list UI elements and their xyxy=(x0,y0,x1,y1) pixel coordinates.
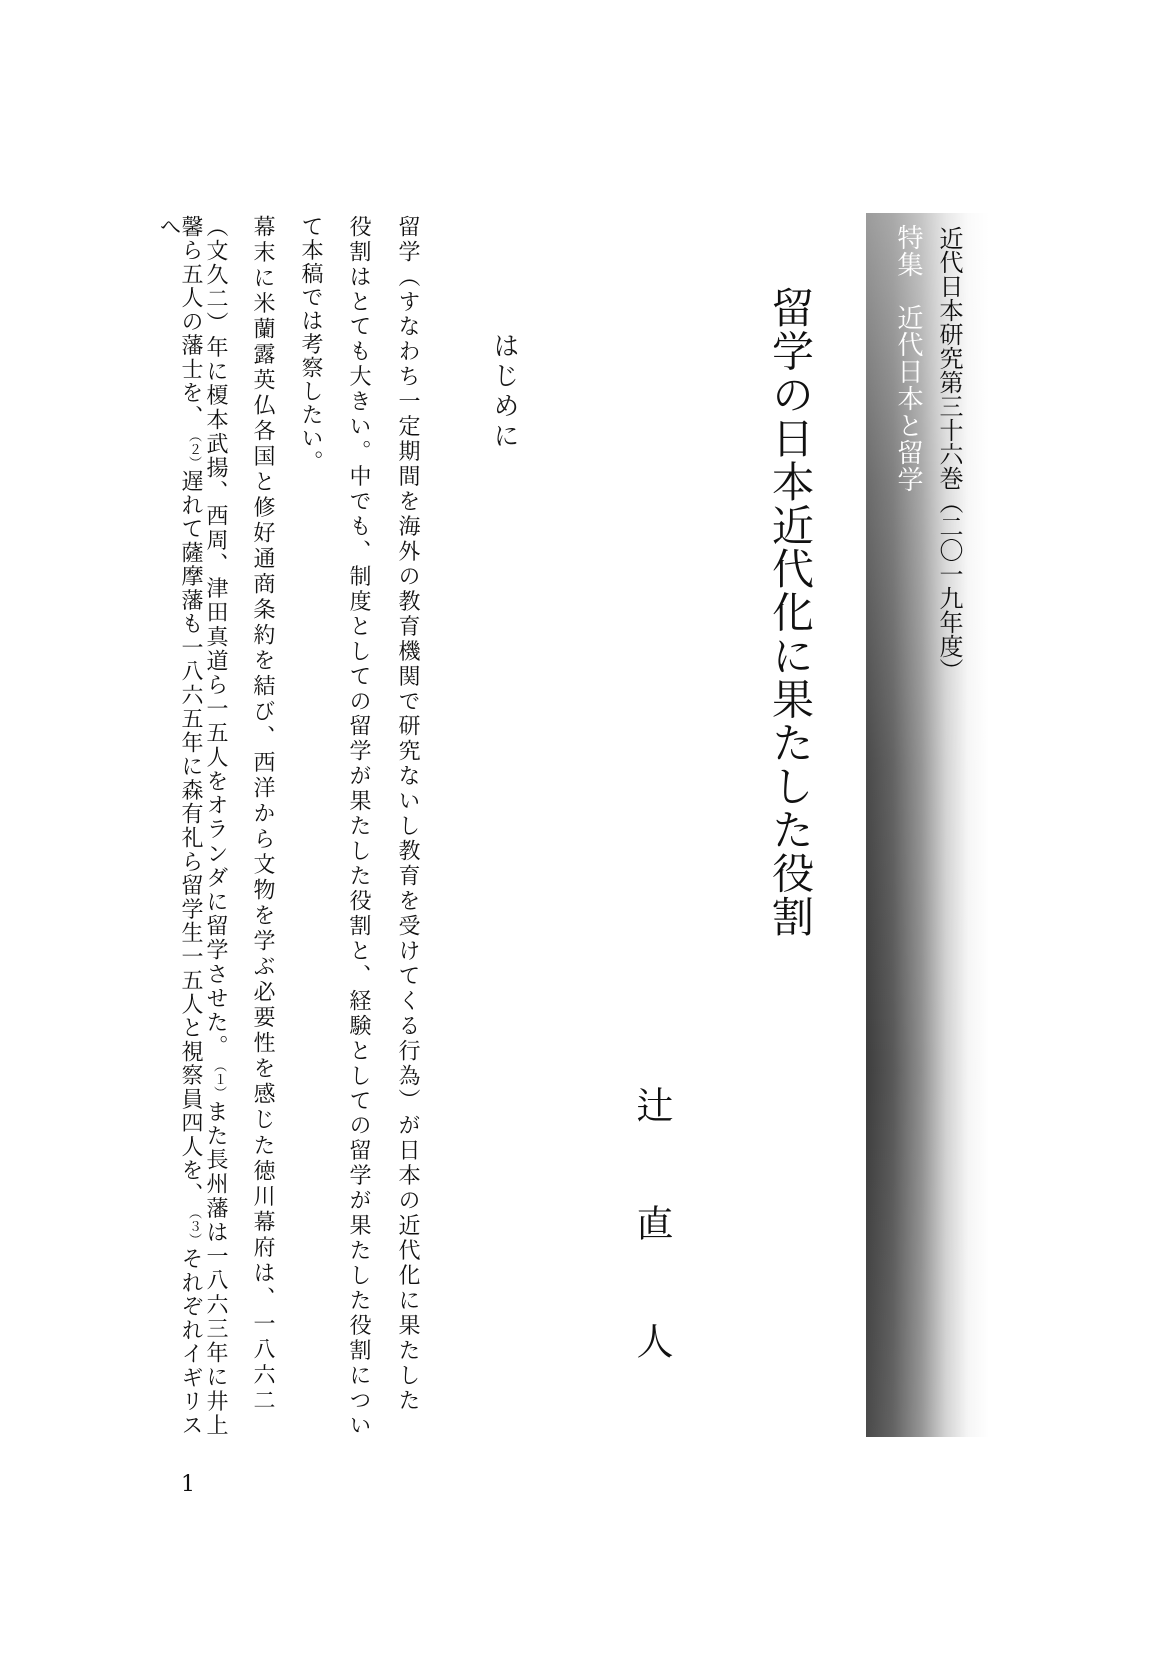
article-title: 留学の日本近代化に果たした役割 xyxy=(766,286,815,939)
author-name: 辻 直 人 xyxy=(630,1086,673,1381)
body-column xyxy=(204,215,226,1437)
section-heading-hajimeni: はじめに xyxy=(489,332,519,452)
body-column xyxy=(396,215,443,1412)
special-feature-label: 特集 xyxy=(893,224,923,278)
special-feature-title: 近代日本と留学 xyxy=(893,304,923,493)
journal-spine-banner xyxy=(866,213,989,1437)
page-number: 1 xyxy=(181,1472,195,1497)
body-text-segment: 幕末に米蘭露英仏各国と修好通商条約を結び、西洋から文物を学ぶ必要性を感じた徳川幕府は、一八六二 xyxy=(250,215,275,1412)
body-text-segment: 役割はとても大きい。中でも、制度としての留学が果たした役割と、経験としての留学が果たした役割につい xyxy=(346,215,371,1437)
body-text-segment: また長州藩は一八六三年に井上 xyxy=(203,1099,228,1438)
body-column xyxy=(157,215,201,1437)
body-text-segment: 馨ら五人の藩士を、 xyxy=(178,215,203,429)
body-text-segment: （文久二）年に榎本武揚、西周、津田真道ら一五人をオランダに留学させた。 xyxy=(203,215,228,1059)
body-text-segment: て本稿では考察したい。 xyxy=(298,215,323,474)
body-text-segment: 遅れて薩摩藩も一八六五年に森有礼ら留学生一五人と視察員四人を、 xyxy=(178,469,203,1207)
body-text-segment: 留学（すなわち一定期間を海外の教育機関で研究ないし教育を受けてくる行為）が日本の近代化に果たした xyxy=(395,215,420,1412)
footnote-marker: （３） xyxy=(186,1206,201,1247)
footnote-marker: （２） xyxy=(186,428,201,470)
body-column xyxy=(299,215,321,1437)
body-column xyxy=(347,215,369,1437)
journal-volume-label: 近代日本研究第三十六巻（二〇一九年度） xyxy=(935,226,963,682)
body-text-segment: それぞれイギリスへ xyxy=(156,215,203,1438)
body-column xyxy=(251,215,298,1412)
special-feature-line xyxy=(890,224,927,493)
footnote-marker: （１） xyxy=(211,1058,226,1100)
